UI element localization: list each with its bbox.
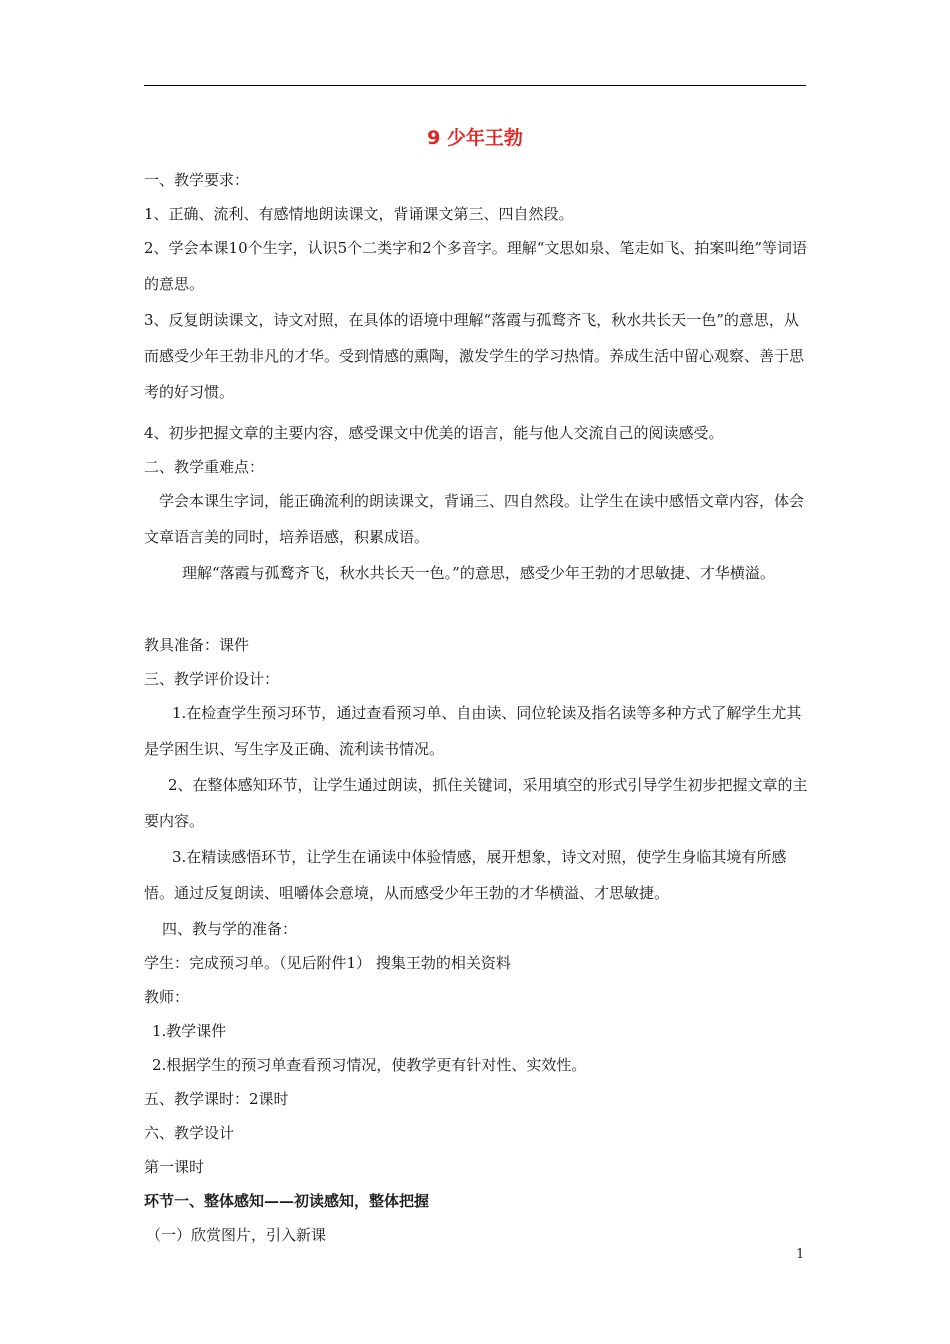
step-1-subitem-1: （一）欣赏图片，引入新课 — [146, 1226, 327, 1244]
section-heading-evaluation: 三、教学评价设计： — [144, 670, 280, 688]
key-point-1: 学会本课生字词，能正确流利的朗读课文，背诵三、四自然段。让学生在读中感悟文章内容，体会文章语言美的同时，培养语感，积累成语。 — [144, 492, 805, 546]
requirement-1: 1、正确、流利、有感情地朗读课文，背诵课文第三、四自然段。 — [144, 205, 574, 223]
header-rule — [144, 85, 806, 86]
evaluation-1: 1.在检查学生预习环节，通过查看预习单、自由读、同位轮读及指名读等多种方式了解学生尤其是学困生识、写生字及正确、流利读书情况。 — [144, 704, 802, 758]
requirement-2: 2、学会本课10个生字，认识5个二类字和2个多音字。理解“文思如泉、笔走如飞、拍案叫绝”等词语的意思。 — [144, 239, 808, 293]
evaluation-2: 2、在整体感知环节，让学生通过朗读，抓住关键词，采用填空的形式引导学生初步把握文章的主要内容。 — [144, 776, 808, 830]
requirement-3: 3、反复朗读课文，诗文对照，在具体的语境中理解“落霞与孤鹜齐飞，秋水共长天一色”的意思，从而感受少年王勃非凡的才华。受到情感的熏陶，激发学生的学习热情。养成生活中留心观察、善于思考的好习惯。 — [144, 311, 805, 401]
section-heading-design: 六、教学设计 — [144, 1124, 235, 1142]
section-heading-key-points: 二、教学重难点： — [144, 458, 265, 476]
preparation-teacher-item-1: 1.教学课件 — [152, 1022, 227, 1040]
key-point-2: 理解“落霞与孤鹜齐飞，秋水共长天一色。”的意思，感受少年王勃的才思敏捷、才华横溢。 — [182, 564, 775, 582]
preparation-teacher: 教师： — [144, 988, 190, 1006]
preparation-teacher-item-2: 2.根据学生的预习单查看预习情况，使教学更有针对性、实效性。 — [152, 1056, 587, 1074]
document-title: 9 少年王勃 — [427, 127, 523, 149]
requirement-4: 4、初步把握文章的主要内容，感受课文中优美的语言，能与他人交流自己的阅读感受。 — [144, 424, 724, 442]
step-1-heading: 环节一、整体感知——初读感知，整体把握 — [144, 1192, 430, 1210]
evaluation-3: 3.在精读感悟环节，让学生在诵读中体验情感，展开想象，诗文对照，使学生身临其境有所感悟。通过反复朗读、咀嚼体会意境，从而感受少年王勃的才华横溢、才思敏捷。 — [144, 848, 787, 902]
preparation-student: 学生：完成预习单。（见后附件1） 搜集王勃的相关资料 — [144, 954, 511, 972]
page-number: 1 — [796, 1247, 805, 1262]
section-heading-preparation: 四、教与学的准备： — [162, 920, 298, 938]
section-heading-hours: 五、教学课时：2课时 — [144, 1090, 289, 1108]
teaching-tools: 教具准备：课件 — [144, 636, 250, 654]
document-body — [144, 162, 810, 1251]
lesson-1-label: 第一课时 — [144, 1158, 205, 1176]
section-heading-requirements: 一、教学要求： — [144, 171, 250, 189]
